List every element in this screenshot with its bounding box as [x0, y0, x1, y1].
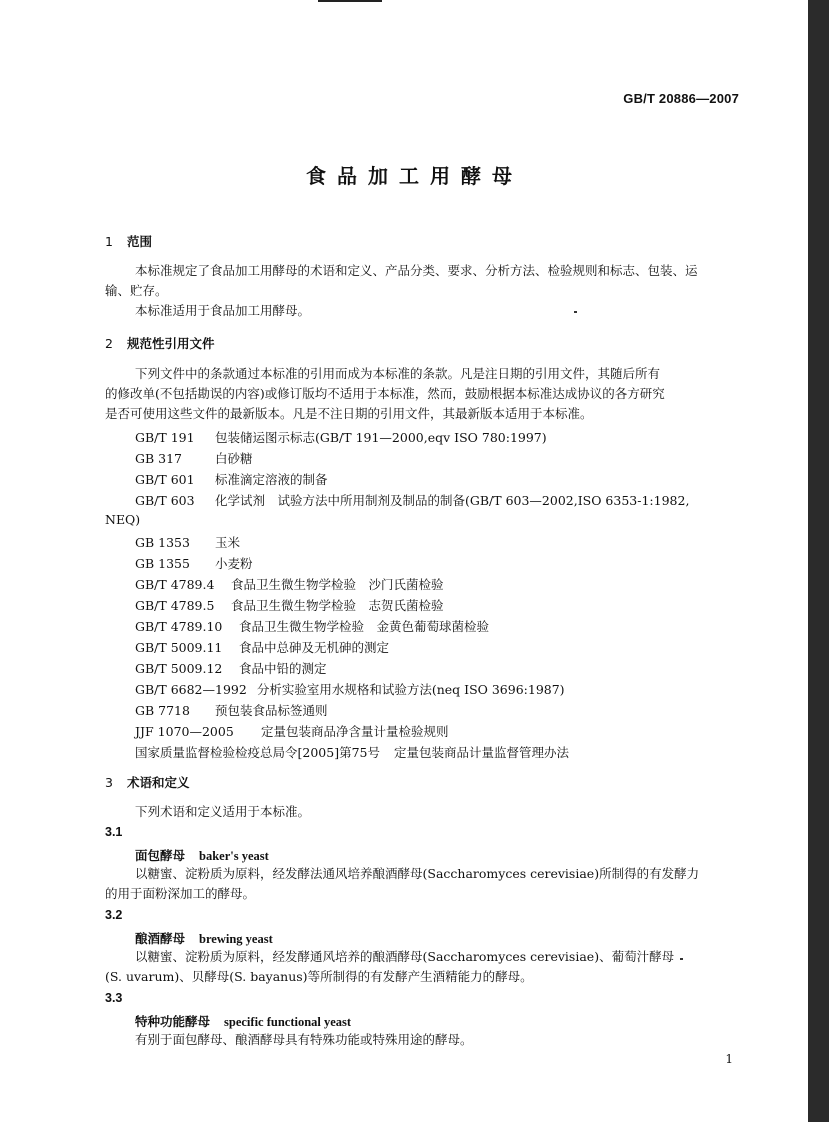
paragraph-line: 的修改单(不包括勘误的内容)或修订版均不适用于本标准，然而，鼓励根据本标准达成协议的各方研究 [105, 386, 665, 401]
reference-code: GB/T 6682—1992 [135, 682, 247, 697]
reference-title: 定量包装商品计量监督管理办法 [393, 745, 569, 760]
clause-number: 3.3 [105, 991, 123, 1005]
term-english: baker's yeast [199, 849, 269, 863]
reference-item [135, 701, 328, 719]
reference-continuation: NEQ) [105, 512, 141, 527]
term-entry [135, 929, 273, 947]
reference-code: GB 317 [135, 451, 183, 466]
reference-title: 食品中铅的测定 [239, 661, 327, 676]
reference-item [135, 491, 689, 509]
reference-title: 小麦粉 [215, 556, 253, 571]
reference-code: GB/T 4789.5 [135, 598, 215, 613]
reference-code: GB 1353 [135, 535, 190, 550]
reference-title: 化学试剂 试验方法中所用制剂及制品的制备(GB/T 603—2002,ISO 6353-1:1982, [215, 493, 690, 508]
page-title: 食品加工用酵母 [306, 164, 523, 188]
clause-number: 3.2 [105, 908, 123, 922]
term-chinese: 特种功能酵母 [135, 1014, 211, 1029]
reference-item [135, 428, 547, 446]
reference-item [135, 533, 240, 551]
reference-title: 食品中总砷及无机砷的测定 [239, 640, 390, 655]
definition-line: 的用于面粉深加工的酵母。 [105, 886, 256, 901]
reference-item [135, 596, 444, 614]
paragraph-line: 下列术语和定义适用于本标准。 [135, 804, 311, 819]
reference-code: GB/T 4789.10 [135, 619, 223, 634]
section-number: 3 [105, 775, 113, 790]
section-heading-1 [105, 232, 152, 250]
reference-title: 定量包装商品净含量计量检验规则 [261, 724, 449, 739]
term-chinese: 面包酵母 [135, 848, 186, 863]
term-chinese: 酿酒酵母 [135, 931, 186, 946]
term-entry [135, 1012, 351, 1030]
reference-item [135, 554, 253, 572]
reference-title: 包装储运图示标志(GB/T 191—2000,eqv ISO 780:1997) [215, 430, 547, 445]
reference-item [135, 449, 253, 467]
term-english: specific functional yeast [224, 1015, 352, 1029]
term-english: brewing yeast [199, 932, 273, 946]
reference-item [135, 743, 569, 761]
reference-item [135, 617, 489, 635]
reference-title: 食品卫生微生物学检验 金黄色葡萄球菌检验 [239, 619, 490, 634]
scan-speck [574, 311, 577, 313]
reference-item [135, 575, 444, 593]
paragraph-line: 下列文件中的条款通过本标准的引用而成为本标准的条款。凡是注日期的引用文件，其随后所有 [135, 366, 661, 381]
reference-title: 预包装食品标签通则 [215, 703, 328, 718]
paragraph-line: 输、贮存。 [105, 283, 168, 298]
definition-line: 以糖蜜、淀粉质为原料，经发酵通风培养的酿酒酵母(Saccharomyces cerevisiae)、葡萄汁酵母 [135, 949, 675, 964]
reference-code: GB/T 603 [135, 493, 195, 508]
reference-code: GB/T 601 [135, 472, 195, 487]
clause-number: 3.1 [105, 825, 123, 839]
reference-title: 食品卫生微生物学检验 沙门氏菌检验 [231, 577, 444, 592]
definition-line: (S. uvarum)、贝酵母(S. bayanus)等所制得的有发酵产生酒精能力的酵母。 [105, 969, 533, 984]
reference-title: 标准滴定溶液的制备 [215, 472, 328, 487]
reference-code: 国家质量监督检验检疫总局令[2005]第75号 [135, 745, 380, 760]
paragraph-line: 本标准规定了食品加工用酵母的术语和定义、产品分类、要求、分析方法、检验规则和标志、包装、运 [135, 263, 698, 278]
scan-speck [680, 958, 683, 960]
page-number: 1 [725, 1052, 733, 1066]
reference-code: JJF 1070—2005 [135, 724, 234, 739]
paragraph-line: 是否可使用这些文件的最新版本。凡是不注日期的引用文件，其最新版本适用于本标准。 [105, 406, 593, 421]
reference-code: GB/T 5009.12 [135, 661, 223, 676]
section-number: 2 [105, 336, 113, 351]
paragraph-line: 本标准适用于食品加工用酵母。 [135, 303, 311, 318]
section-title: 范围 [126, 234, 152, 249]
section-title: 术语和定义 [126, 775, 190, 790]
top-rule [318, 0, 382, 2]
section-title: 规范性引用文件 [126, 336, 215, 351]
reference-item [135, 638, 389, 656]
definition-line: 有别于面包酵母、酿酒酵母具有特殊功能或特殊用途的酵母。 [135, 1032, 473, 1047]
reference-code: GB/T 191 [135, 430, 195, 445]
reference-code: GB/T 5009.11 [135, 640, 223, 655]
term-entry [135, 846, 269, 864]
reference-title: 白砂糖 [215, 451, 253, 466]
reference-item [135, 470, 328, 488]
reference-title: 分析实验室用水规格和试验方法(neq ISO 3696:1987) [256, 682, 565, 697]
reference-code: GB/T 4789.4 [135, 577, 215, 592]
reference-item [135, 722, 449, 740]
section-heading-3 [105, 773, 189, 791]
section-number: 1 [105, 234, 113, 249]
definition-line: 以糖蜜、淀粉质为原料，经发酵法通风培养酿酒酵母(Saccharomyces cerevisiae)所制得的有发酵力 [135, 866, 700, 881]
document-code: GB/T 20886—2007 [623, 91, 739, 106]
reference-item [135, 680, 565, 698]
reference-item [135, 659, 327, 677]
reference-code: GB 1355 [135, 556, 190, 571]
reference-code: GB 7718 [135, 703, 190, 718]
section-heading-2 [105, 334, 214, 352]
reference-title: 食品卫生微生物学检验 志贺氏菌检验 [231, 598, 444, 613]
reference-title: 玉米 [215, 535, 241, 550]
